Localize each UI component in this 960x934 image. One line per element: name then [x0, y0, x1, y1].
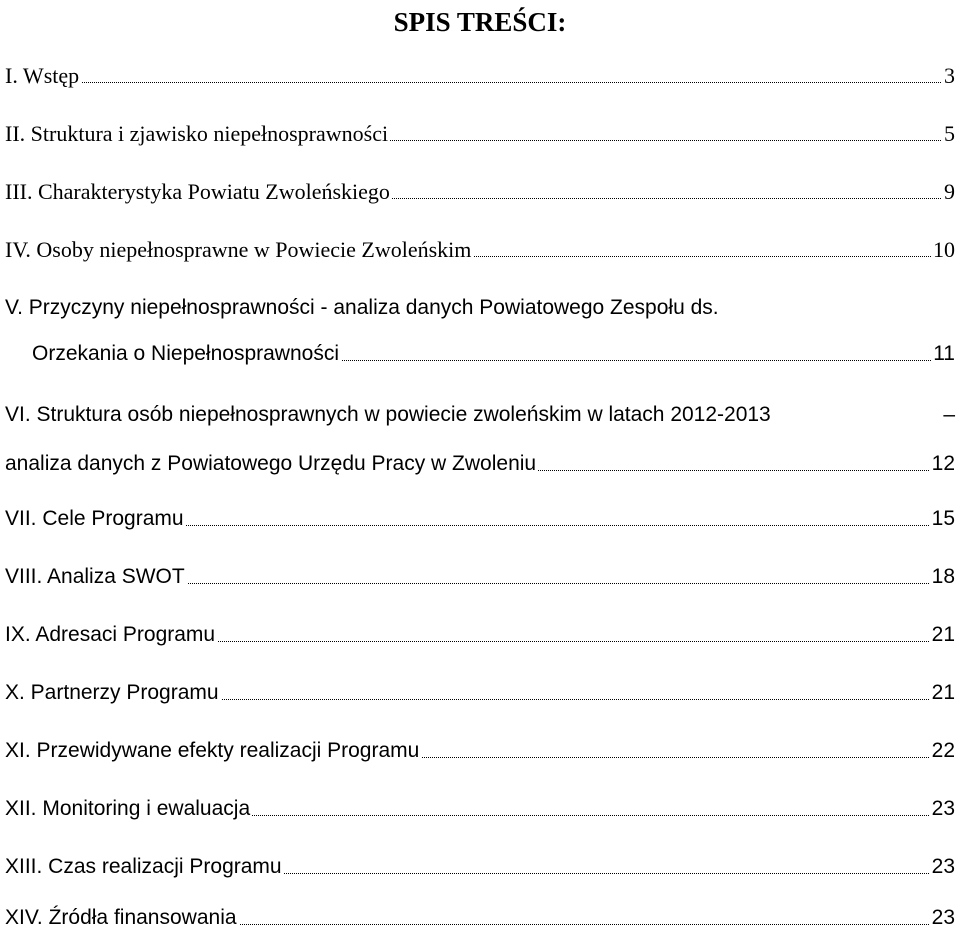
toc-entry-county-characteristics	[5, 176, 955, 208]
toc-entry-program-recipients	[5, 619, 955, 651]
toc-entry-text: XI. Przewidywane efekty realizacji Programu	[5, 735, 421, 767]
toc-entry-text: VII. Cele Programu	[5, 503, 186, 535]
toc-page-number: 18	[930, 561, 955, 593]
toc-entry-disability-causes	[5, 292, 955, 324]
toc-page-number: 23	[930, 902, 955, 934]
toc-entry-text: III. Charakterystyka Powiatu Zwoleńskiego	[5, 176, 392, 208]
toc-entry-program-goals	[5, 503, 955, 535]
toc-page-number: 3	[942, 60, 955, 92]
toc-page-number: 10	[931, 234, 955, 266]
toc-page-number: 11	[931, 338, 955, 370]
toc-entry-disabled-persons	[5, 234, 955, 266]
toc-entry-implementation-time	[5, 851, 955, 883]
toc-entry-text: X. Partnerzy Programu	[5, 677, 221, 709]
toc-page-number: 9	[942, 176, 955, 208]
toc-page-number: 23	[930, 851, 955, 883]
toc-entry-text: V. Przyczyny niepełnosprawności - analiza danych Powiatowego Zespołu ds.	[5, 292, 721, 324]
toc-entry-expected-effects	[5, 735, 955, 767]
toc-entry-text: II. Struktura i zjawisko niepełnosprawności	[5, 118, 390, 150]
toc-entry-funding-sources	[5, 902, 955, 934]
toc-entry-text: IX. Adresaci Programu	[5, 619, 217, 651]
toc-entry-text: VIII. Analiza SWOT	[5, 561, 187, 593]
toc-title: SPIS TREŚCI:	[393, 7, 567, 37]
toc-entry-disability-causes-continued	[32, 338, 955, 370]
toc-entry-monitoring	[5, 793, 955, 825]
toc-entry-text: analiza danych z Powiatowego Urzędu Pracy w Zwoleniu	[5, 448, 538, 480]
toc-page-number: 21	[930, 619, 955, 651]
toc-entry-text: VI. Struktura osób niepełnosprawnych w powiecie zwoleńskim w latach 2012-2013	[5, 399, 773, 431]
dash: –	[939, 399, 955, 431]
toc-entry-introduction	[5, 60, 955, 92]
toc-page-number: 12	[930, 448, 955, 480]
toc-page-number: 21	[930, 677, 955, 709]
toc-entry-text: Orzekania o Niepełnosprawności	[32, 338, 341, 370]
toc-entry-disabled-structure-years	[5, 399, 955, 431]
toc-entry-text: XIII. Czas realizacji Programu	[5, 851, 284, 883]
toc-entry-program-partners	[5, 677, 955, 709]
toc-entry-swot-analysis	[5, 561, 955, 593]
toc-page-number: 15	[930, 503, 955, 535]
toc-entry-text: XII. Monitoring i ewaluacja	[5, 793, 252, 825]
toc-entry-disability-structure	[5, 118, 955, 150]
toc-page-number: 23	[930, 793, 955, 825]
toc-page-number: 5	[942, 118, 955, 150]
toc-page-number: 22	[930, 735, 955, 767]
toc-entry-text: I. Wstęp	[5, 60, 81, 92]
toc-entry-text: IV. Osoby niepełnosprawne w Powiecie Zwoleńskim	[5, 234, 473, 266]
toc-entry-text: XIV. Źródła finansowania	[5, 902, 239, 934]
toc-entry-disabled-structure-years-continued	[5, 448, 955, 480]
dot-leader	[5, 82, 955, 83]
